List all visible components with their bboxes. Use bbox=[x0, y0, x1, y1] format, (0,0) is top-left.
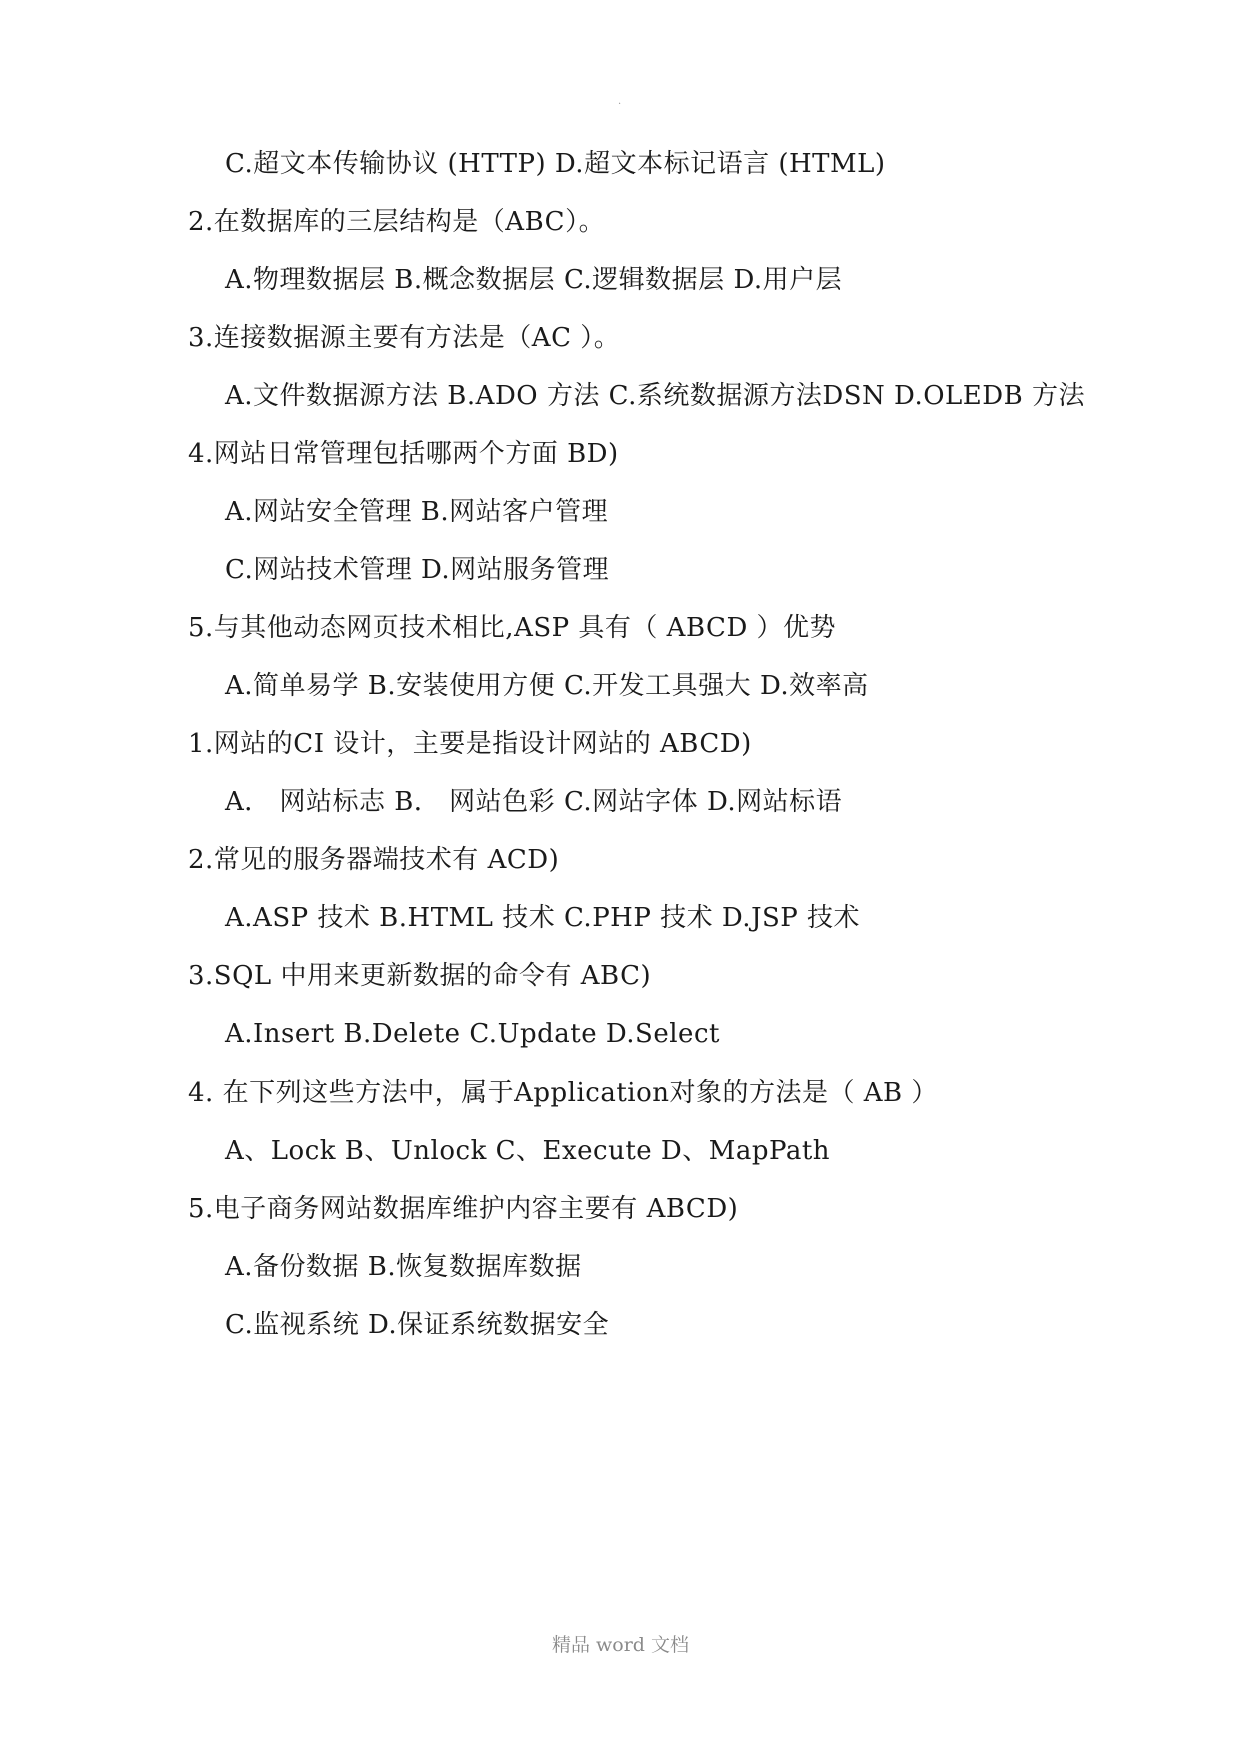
option-line: A.文件数据源方法 B.ADO 方法 C.系统数据源方法DSN D.OLEDB 方法 bbox=[225, 381, 1086, 411]
header-mark: . bbox=[618, 96, 622, 107]
question-line: 2.在数据库的三层结构是（ABC）。 bbox=[188, 207, 606, 237]
question-line: 4. 在下列这些方法中，属于Application对象的方法是（ AB ） bbox=[188, 1078, 938, 1108]
option-line: A.备份数据 B.恢复数据库数据 bbox=[225, 1252, 582, 1282]
option-line: A.ASP 技术 B.HTML 技术 C.PHP 技术 D.JSP 技术 bbox=[225, 903, 861, 933]
option-line: C.网站技术管理 D.网站服务管理 bbox=[225, 555, 610, 585]
question-line: 5.电子商务网站数据库维护内容主要有 ABCD) bbox=[188, 1194, 739, 1224]
option-line: A.Insert B.Delete C.Update D.Select bbox=[225, 1019, 720, 1049]
question-line: 1.网站的CI 设计，主要是指设计网站的 ABCD) bbox=[188, 729, 752, 759]
question-line: 3.连接数据源主要有方法是（AC ）。 bbox=[188, 323, 621, 353]
page-footer: 精品 word 文档 bbox=[551, 1634, 690, 1656]
question-line: 5.与其他动态网页技术相比,ASP 具有（ ABCD ）优势 bbox=[188, 613, 837, 643]
option-line: A、Lock B、Unlock C、Execute D、MapPath bbox=[225, 1136, 831, 1166]
option-line: C.超文本传输协议 (HTTP) D.超文本标记语言 (HTML) bbox=[225, 149, 886, 179]
option-line: A.网站安全管理 B.网站客户管理 bbox=[225, 497, 609, 527]
question-line: 4.网站日常管理包括哪两个方面 BD) bbox=[188, 439, 619, 469]
question-line: 2.常见的服务器端技术有 ACD) bbox=[188, 845, 560, 875]
option-line: C.监视系统 D.保证系统数据安全 bbox=[225, 1310, 610, 1340]
question-line: 3.SQL 中用来更新数据的命令有 ABC) bbox=[188, 961, 652, 991]
option-line: A.物理数据层 B.概念数据层 C.逻辑数据层 D.用户层 bbox=[225, 265, 843, 295]
option-line: A.简单易学 B.安装使用方便 C.开发工具强大 D.效率高 bbox=[225, 671, 869, 701]
option-line: A． 网站标志 B． 网站色彩 C.网站字体 D.网站标语 bbox=[225, 787, 843, 817]
